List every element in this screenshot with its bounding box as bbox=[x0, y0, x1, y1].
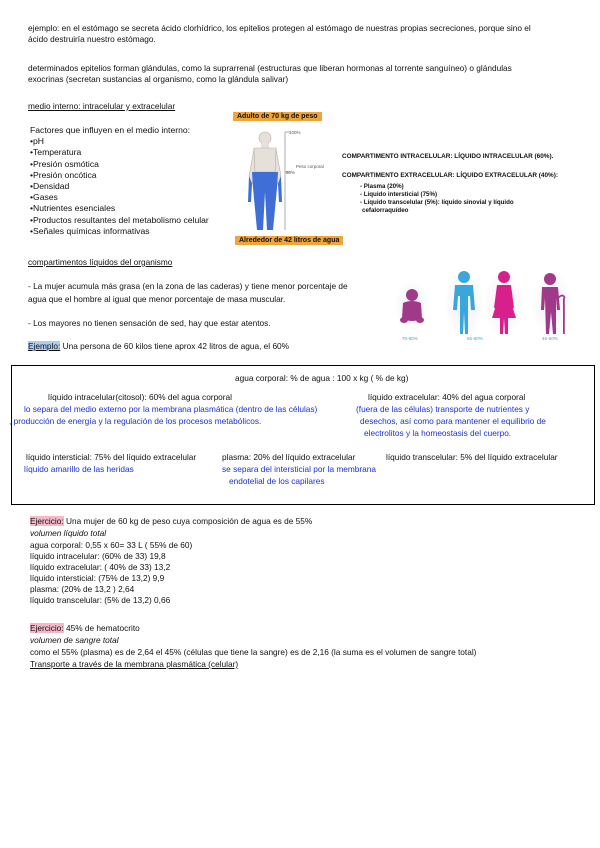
calc-line: líquido extracelular: ( 40% de 33) 13,2 bbox=[30, 562, 171, 572]
ejercicio1-label: Ejercicio: bbox=[30, 516, 64, 526]
mujer-line-1: - La mujer acumula más grasa (en la zona de las caderas) y tiene menor porcentaje de bbox=[28, 281, 348, 291]
extra-item-transcelular: - Líquido transcelular (5%): líquido sinovial y líquido bbox=[360, 199, 514, 206]
liquidos-heading: compartimentos líquidos del organismo bbox=[28, 257, 173, 267]
plasma-title: plasma: 20% del líquido extracelular bbox=[222, 452, 356, 462]
extra-items bbox=[360, 183, 514, 215]
factor-item: •Presión osmótica bbox=[30, 158, 99, 169]
extra-title: líquido extracelular: 40% del agua corporal bbox=[368, 392, 526, 402]
intra-compartment: COMPARTIMENTO INTRACELULAR: LÍQUIDO INTRACELULAR (60%). bbox=[342, 153, 554, 160]
ejercicio1-header bbox=[30, 516, 312, 527]
extra-item-intersticial: - Líquido intersticial (75%) bbox=[360, 191, 438, 198]
water-legs-shape bbox=[252, 172, 278, 230]
extra-desc-2: desechos, así como para mantener el equilibrio de bbox=[360, 416, 546, 426]
extra-compartment: COMPARTIMENTO EXTRACELULAR: LÍQUIDO EXTRACELULAR (40%): bbox=[342, 172, 558, 179]
pct-top-label: 100% bbox=[289, 130, 301, 135]
calc-line: agua corporal: 0,55 x 60= 33 L ( 55% de 60) bbox=[30, 540, 193, 550]
transporte-heading: Transporte a través de la membrana plasmática (celular) bbox=[30, 659, 239, 669]
intersticial-title: líquido intersticial: 75% del líquido extracelular bbox=[26, 452, 197, 462]
ejercicio1-lines bbox=[30, 540, 192, 606]
ejercicio2-line: como el 55% (plasma) es de 2,64 el 45% (células que tiene la sangre) es de 2,16 (la suma es el volumen de sangre total) bbox=[30, 647, 477, 657]
water-liters-label: Alrededor de 42 litros de agua bbox=[235, 236, 343, 245]
calc-line: líquido transcelular: (5% de 13,2) 0,66 bbox=[30, 595, 171, 605]
factor-item: •pH bbox=[30, 136, 44, 147]
intra-title: líquido intracelular(citosol): 60% del agua corporal bbox=[48, 392, 233, 402]
intersticial-desc: líquido amarillo de las heridas bbox=[24, 464, 134, 474]
head-shape bbox=[259, 132, 271, 144]
ejemplo-text: Una persona de 60 kilos tiene aprox 42 litros de agua, el 60% bbox=[60, 341, 290, 351]
ejercicio2-subtitle: volumen de sangre total bbox=[30, 635, 119, 645]
ejercicio2-label: Ejercicio: bbox=[30, 623, 64, 633]
pct-adult-label: 55-60% bbox=[467, 336, 483, 341]
extra-desc-3: electrolitos y la homeostasis del cuerpo. bbox=[364, 428, 512, 438]
ejemplo-60kg bbox=[28, 341, 289, 352]
pct-baby-label: 70-80% bbox=[402, 336, 418, 341]
factor-item: •Señales químicas informativas bbox=[30, 225, 150, 236]
ejemplo-line-2: ácido destruiría nuestro estómago. bbox=[28, 34, 156, 44]
torso-upper-shape bbox=[252, 148, 278, 172]
intra-desc-1: lo separa del medio externo por la membrana plasmática (dentro de las células) bbox=[24, 404, 318, 414]
mayores-line: - Los mayores no tienen sensación de sed, hay que estar atentos. bbox=[28, 318, 271, 328]
factors-title: Factores que influyen en el medio interno: bbox=[30, 125, 191, 135]
neck-shape bbox=[261, 143, 269, 148]
extra-desc-1: (fuera de las células) transporte de nutrientes y bbox=[356, 404, 530, 414]
ejemplo-label: Ejemplo: bbox=[28, 341, 61, 351]
peso-corporal-label: Peso corporal bbox=[296, 164, 324, 169]
formula-line: agua corporal: % de agua : 100 x kg ( % de kg) bbox=[235, 373, 409, 383]
ejercicio1-text: Una mujer de 60 kg de peso cuya composición de agua es de 55% bbox=[63, 516, 313, 526]
factor-item: •Temperatura bbox=[30, 147, 82, 158]
adult-weight-label: Adulto de 70 kg de peso bbox=[233, 112, 322, 121]
ejercicio2-text: 45% de hematocrito bbox=[63, 623, 140, 633]
extra-item-continuation: cefalorraquídeo bbox=[362, 207, 409, 214]
plasma-desc-1: se separa del intersticial por la membrana bbox=[222, 464, 377, 474]
factor-item: •Nutrientes esenciales bbox=[30, 203, 116, 214]
body-water-figure bbox=[240, 126, 340, 236]
people-water-illustration bbox=[392, 268, 587, 343]
factor-item: •Presión oncótica bbox=[30, 169, 97, 180]
factor-item: •Productos resultantes del metabolismo celular bbox=[30, 214, 209, 225]
mujer-line-2: agua que el hombre al igual que menor porcentaje de masa muscular. bbox=[28, 294, 286, 304]
ejercicio2-header bbox=[30, 623, 140, 634]
factor-item: •Densidad bbox=[30, 181, 70, 192]
ejemplo-line-1: ejemplo: en el estómago se secreta ácido clorhídrico, los epitelios protegen al estómago de nuestras propias secreciones, porque sino el bbox=[28, 23, 531, 33]
pct-mid-label: 60% bbox=[286, 170, 296, 175]
calc-line: plasma: (20% de 13,2 ) 2,64 bbox=[30, 584, 135, 594]
ejercicio1-subtitle: volumen líquido total bbox=[30, 528, 107, 538]
intra-desc-2: , producción de energía y la regulación de los procesos metabólicos. bbox=[9, 416, 262, 426]
calc-line: líquido intracelular: (60% de 33) 19,8 bbox=[30, 551, 166, 561]
plasma-desc-2: endotelial de los capilares bbox=[229, 476, 325, 486]
transcelular-title: líquido transcelular: 5% del líquido extracelular bbox=[386, 452, 558, 462]
medio-interno-heading: medio interno: intracelular y extracelular bbox=[28, 101, 176, 111]
calc-line: líquido intersticial: (75% de 13,2) 9,9 bbox=[30, 573, 165, 583]
epitelios-line-2: exocrinas (secretan sustancias al organismo, como la glándula salivar) bbox=[28, 74, 289, 84]
epitelios-line-1: determinados epitelios forman glándulas, como la suprarrenal (estructuras que liberan hormonas al torrente sanguíneo) o glándulas bbox=[28, 63, 512, 73]
factors-list bbox=[30, 125, 209, 237]
extra-item-plasma: - Plasma (20%) bbox=[360, 183, 404, 190]
factor-item: •Gases bbox=[30, 192, 58, 203]
pct-elder-label: 45-50% bbox=[542, 336, 558, 341]
